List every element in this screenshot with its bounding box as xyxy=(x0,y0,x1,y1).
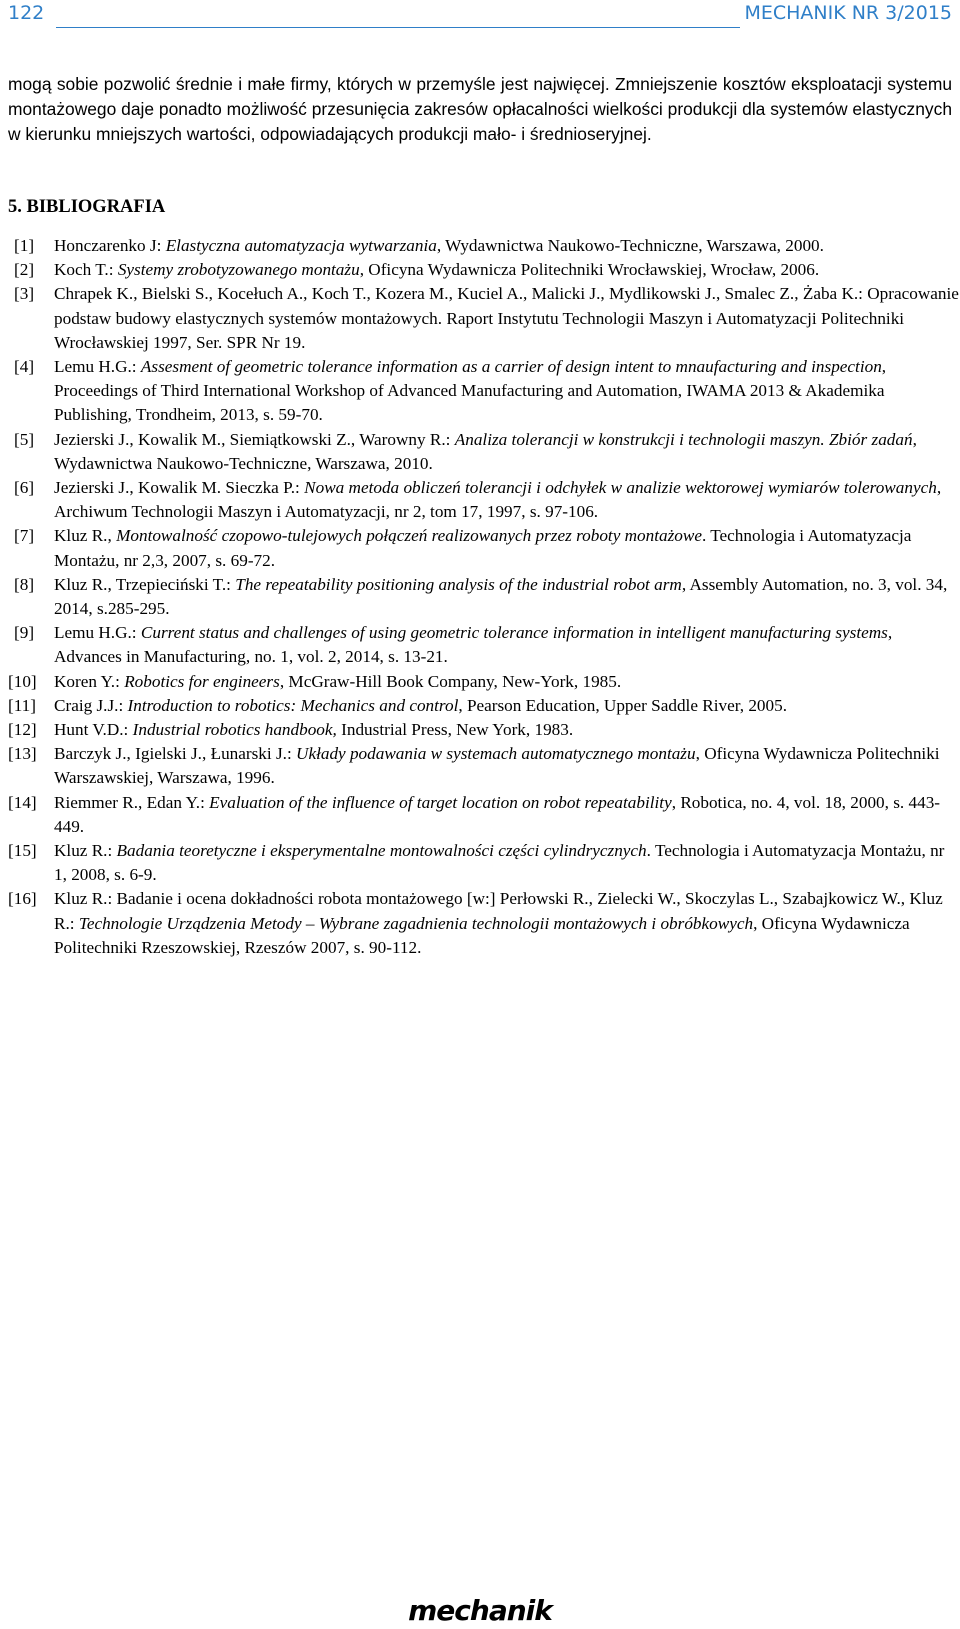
reference-number: [14] xyxy=(8,792,37,812)
reference-details: . Technologia i Automatyzacja Montażu, nr 1, 2008, s. 6-9. xyxy=(54,841,945,885)
bibliography-entry xyxy=(8,887,960,960)
header-rule xyxy=(56,27,740,28)
reference-details: , Proceedings of Third International Workshop of Advanced Manufacturing and Automation, IWAMA 2013 & Akademika Publishing, Trondheim, 2013, s. 59-70. xyxy=(54,357,887,425)
reference-number: [5] xyxy=(14,429,35,449)
reference-title: Układy podawania w systemach automatycznego montażu xyxy=(296,744,696,764)
bibliography-entry xyxy=(8,524,960,572)
reference-number: [15] xyxy=(8,841,37,861)
reference-authors: Koren Y.: xyxy=(54,671,125,691)
journal-title: MECHANIK NR 3/2015 xyxy=(744,2,952,24)
reference-authors: Jezierski J., Kowalik M., Siemiątkowski Z., Warowny R.: xyxy=(54,429,455,449)
reference-title: Elastyczna automatyzacja wytwarzania xyxy=(165,236,437,255)
bibliography-list xyxy=(8,234,960,960)
reference-authors: Lemu H.G.: xyxy=(54,623,141,643)
bibliography-entry xyxy=(8,258,960,282)
reference-title: Assesment of geometric tolerance information as a carrier of design intent to mnaufacturing and inspection xyxy=(140,357,882,377)
section-title: 5. BIBLIOGRAFIA xyxy=(8,197,166,217)
reference-title: Analiza tolerancji w konstrukcji i technologii maszyn. Zbiór zadań xyxy=(454,429,913,449)
reference-number: [9] xyxy=(14,623,35,643)
page-number: 122 xyxy=(8,2,45,24)
reference-number: [10] xyxy=(8,671,37,691)
reference-authors: Jezierski J., Kowalik M. Sieczka P.: xyxy=(54,478,305,498)
reference-authors: Lemu H.G.: xyxy=(54,357,141,377)
intro-paragraph: mogą sobie pozwolić średnie i małe firmy, których w przemyśle jest najwięcej. Zmniejszenie kosztów eksploatacji systemu montażowego daje ponadto możliwość przesunięcia zakresów opłacalności wielkości produkcji dla systemów elastycznych w kierunku mniejszych wartości, odpowiadających produkcji mało- i średnioseryjnej. xyxy=(8,74,952,144)
reference-details: , Pearson Education, Upper Saddle River, 2005. xyxy=(458,695,788,715)
bibliography-entry xyxy=(8,694,960,718)
reference-details: . Technologia i Automatyzacja Montażu, nr 2,3, 2007, s. 69-72. xyxy=(54,526,912,570)
reference-authors: Kluz R.: xyxy=(54,841,117,861)
reference-details: , Wydawnictwa Naukowo-Techniczne, Warszawa, 2000. xyxy=(436,236,824,255)
reference-authors: Kluz R., xyxy=(54,526,117,546)
bibliography-entry xyxy=(8,742,960,790)
reference-title: Introduction to robotics: Mechanics and control xyxy=(127,695,459,715)
reference-authors: Riemmer R., Edan Y.: xyxy=(54,792,210,812)
bibliography-entry xyxy=(8,573,960,621)
reference-authors: Kluz R., Trzepieciński T.: xyxy=(54,574,236,594)
reference-title: The repeatability positioning analysis of the industrial robot arm xyxy=(235,574,682,594)
bibliography-entry xyxy=(8,476,960,524)
reference-authors: Honczarenko J: xyxy=(54,236,166,255)
reference-details: , Oficyna Wydawnicza Politechniki Rzeszowskiej, Rzeszów 2007, s. 90-112. xyxy=(54,913,910,957)
bibliography-entry xyxy=(8,282,960,355)
reference-title: Evaluation of the influence of target location on robot repeatability xyxy=(209,792,672,812)
reference-authors: Craig J.J.: xyxy=(54,695,128,715)
reference-number: [13] xyxy=(8,744,37,764)
svg-text:mechanik: mechanik xyxy=(408,1594,552,1627)
reference-authors: Koch T.: xyxy=(54,260,118,280)
reference-title: Technologie Urządzenia Metody – Wybrane zagadnienia technologii montażowych i obróbkowych xyxy=(78,913,754,933)
reference-details: , Advances in Manufacturing, no. 1, vol. 2, 2014, s. 13-21. xyxy=(54,623,893,667)
reference-details: , Assembly Automation, no. 3, vol. 34, 2014, s.285-295. xyxy=(54,574,948,619)
reference-authors: Kluz R.: Badanie i ocena dokładności robota montażowego [w:] Perłowski R., Zielecki W., Skoczylas L., Szabajkowicz W., Kluz R.: xyxy=(54,889,943,933)
reference-details: , Archiwum Technologii Maszyn i Automatyzacji, nr 2, tom 17, 1997, s. 97-106. xyxy=(54,478,942,522)
reference-authors: Chrapek K., Bielski S., Kocełuch A., Koch T., Kozera M., Kuciel A., Malicki J., Mydlikowski J., Smalec Z., Żaba K.: Opracowanie podstaw budowy elastycznych systemów montażowych. Raport Instytutu Technologii Maszyn i Automatyzacji Politechniki Wrocławskiej 1997, Ser. SPR Nr 19. xyxy=(54,284,959,352)
reference-number: [16] xyxy=(8,889,37,909)
reference-number: [7] xyxy=(14,526,35,546)
bibliography-entry xyxy=(8,670,960,694)
reference-title: Current status and challenges of using geometric tolerance information in intelligent manufacturing systems xyxy=(140,623,888,643)
reference-details: Industrial Press, New York, 1983. xyxy=(336,720,574,740)
page-header xyxy=(8,0,952,28)
reference-authors: Hunt V.D.: xyxy=(54,720,133,740)
reference-number: [12] xyxy=(8,720,37,740)
reference-number: [4] xyxy=(14,357,35,377)
reference-number: [3] xyxy=(14,284,35,304)
reference-details: , Oficyna Wydawnicza Politechniki Wrocławskiej, Wrocław, 2006. xyxy=(359,260,820,280)
bibliography-entry xyxy=(8,839,960,887)
bibliography-entry xyxy=(8,718,960,742)
mechanik-logo xyxy=(408,1594,552,1627)
reference-title: Badania teoretyczne i eksperymentalne montowalności części cylindrycznych xyxy=(116,841,647,861)
reference-title: Montowalność czopowo-tulejowych połączeń realizowanych przez roboty montażowe xyxy=(116,526,702,546)
reference-number: [2] xyxy=(14,260,35,280)
reference-number: [6] xyxy=(14,478,35,498)
reference-number: [1] xyxy=(14,236,35,255)
bibliography-entry xyxy=(8,621,960,669)
reference-details: , Wydawnictwa Naukowo-Techniczne, Warszawa, 2010. xyxy=(54,429,917,473)
reference-details: , Oficyna Wydawnicza Politechniki Warszawskiej, Warszawa, 1996. xyxy=(54,744,940,788)
reference-number: [11] xyxy=(8,695,36,715)
bibliography-entry xyxy=(8,355,960,428)
reference-title: Industrial robotics handbook, xyxy=(132,720,337,740)
reference-details: , McGraw-Hill Book Company, New-York, 1985. xyxy=(279,671,622,691)
reference-title: Nowa metoda obliczeń tolerancji i odchyłek w analizie wektorowej wymiarów tolerowanych xyxy=(304,478,937,498)
reference-title: Systemy zrobotyzowanego montażu xyxy=(117,260,360,280)
reference-title: Robotics for engineers xyxy=(124,671,280,691)
bibliography-entry xyxy=(8,428,960,476)
reference-number: [8] xyxy=(14,574,35,594)
bibliography-entry xyxy=(8,791,960,839)
reference-authors: Barczyk J., Igielski J., Łunarski J.: xyxy=(54,744,297,764)
reference-details: , Robotica, no. 4, vol. 18, 2000, s. 443-449. xyxy=(54,792,941,836)
bibliography-entry xyxy=(8,234,960,258)
